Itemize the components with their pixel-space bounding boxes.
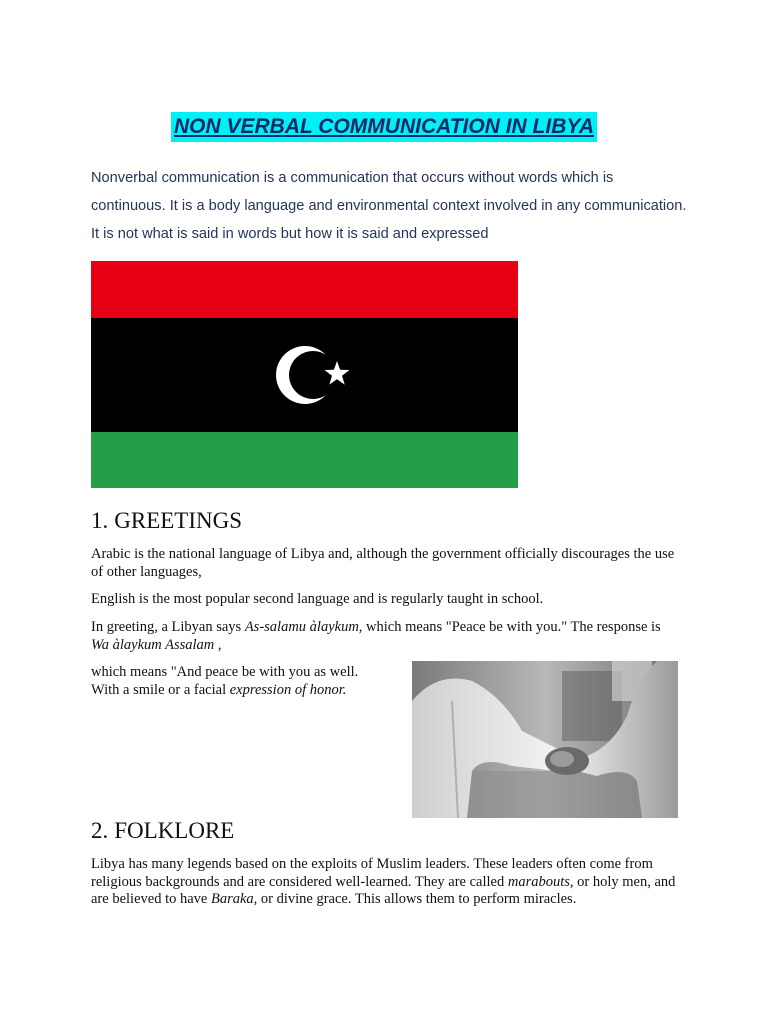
- text-run: In greeting, a Libyan says: [91, 619, 245, 635]
- text-run: or holy men, and are believed to have: [91, 873, 676, 907]
- emphasis-text: Baraka,: [210, 891, 258, 907]
- greetings-paragraph-4: [91, 664, 391, 699]
- intro-paragraph: Nonverbal communication is a communication that occurs without words which is continuous. It is a body language and environmental context involved in any communication. It is not what is said in words but how it is said and expressed: [91, 170, 687, 242]
- heading-greetings: [91, 508, 242, 534]
- libya-flag-image: [91, 261, 518, 488]
- text-run: ,: [214, 636, 222, 653]
- text-run: which means "Peace be with you." The response is: [362, 619, 661, 635]
- folklore-paragraph: [91, 856, 681, 909]
- heading-folklore: [91, 818, 234, 844]
- title-wrapper: [0, 112, 768, 142]
- section-heading-text: FOLKLORE: [114, 818, 235, 843]
- emphasis-text: marabouts,: [507, 873, 574, 890]
- emphasis-text: expression of honor.: [229, 681, 347, 698]
- text-run: Libya has many legends based on the exploits of Muslim leaders. These leaders often come from religious backgrounds and are considered well-learned. They are called: [91, 856, 653, 890]
- text-run: or divine grace. This allows them to perform miracles.: [257, 891, 577, 907]
- flag-green-stripe: [91, 432, 518, 488]
- greetings-paragraph-3: [91, 619, 681, 654]
- greetings-paragraph-1: Arabic is the national language of Libya and, although the government officially discourages the use of other languages,: [91, 546, 675, 580]
- document-title: NON VERBAL COMMUNICATION IN LIBYA: [171, 112, 597, 142]
- text-run: With a smile or a facial: [91, 681, 230, 698]
- section-number: 2.: [91, 818, 109, 843]
- text-run: which means "And peace be with you as well.: [91, 664, 359, 680]
- section-number: 1.: [91, 508, 109, 533]
- arabic-response: Wa àlaykum Assalam: [91, 636, 215, 653]
- section-heading-text: GREETINGS: [114, 508, 243, 533]
- handshake-photo-icon: [412, 661, 678, 818]
- crescent-star-icon: [91, 318, 518, 432]
- flag-red-stripe: [91, 261, 518, 318]
- arabic-greeting: As-salamu àlaykum,: [244, 619, 363, 635]
- greetings-paragraph-2: English is the most popular second language and is regularly taught in school.: [91, 591, 544, 607]
- handshake-photo: [412, 661, 678, 818]
